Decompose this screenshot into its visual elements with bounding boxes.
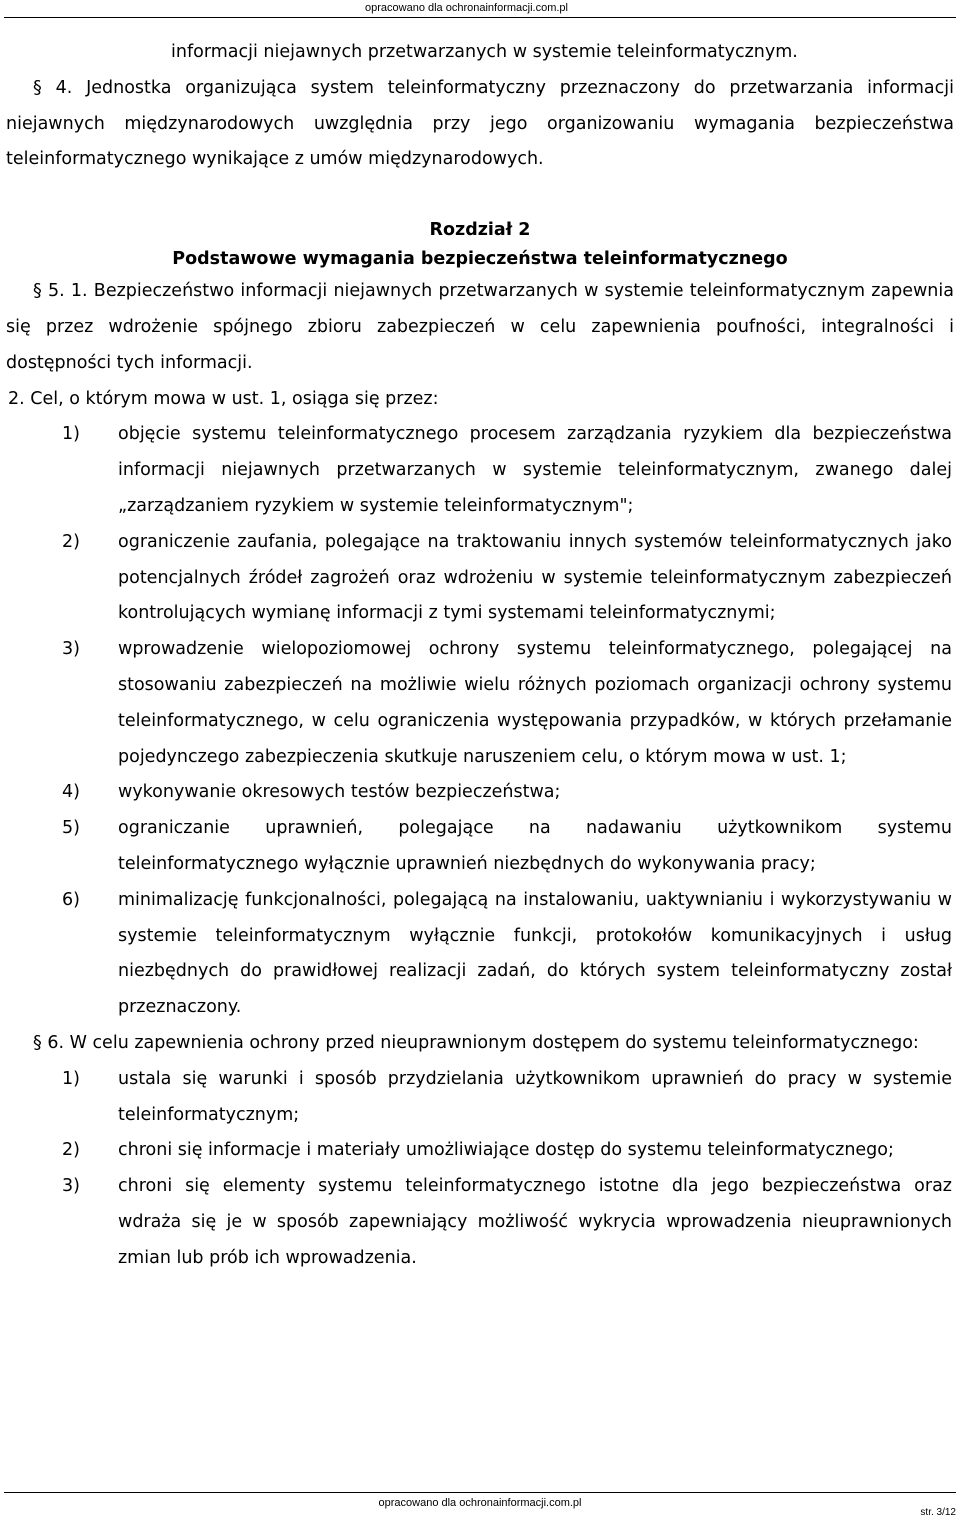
list-item-text: chroni się elementy systemu teleinformatycznego istotne dla jego bezpieczeństwa oraz wdraża się je w sposób zapewniający możliwość wykrycia wprowadzenia nieuprawnionych zmian lub prób ich wprowadzenia. (118, 1176, 952, 1268)
list-6 (6, 1062, 954, 1277)
list-item-number: 1) (62, 424, 80, 445)
paragraph-5-2: 2. Cel, o którym mowa w ust. 1, osiąga się przez: (8, 388, 439, 409)
list-item-number: 3) (62, 1176, 80, 1197)
list-item-number: 3) (62, 639, 80, 660)
list-item (6, 811, 954, 883)
list-item (6, 1169, 954, 1276)
list-item-text: ustala się warunki i sposób przydzielania użytkownikom uprawnień do pracy w systemie teleinformatycznym; (118, 1068, 952, 1125)
footer-rule (4, 1492, 956, 1493)
paragraph-continuation: informacji niejawnych przetwarzanych w systemie teleinformatycznym. (171, 42, 798, 62)
list-item (6, 525, 954, 632)
document-body (6, 35, 954, 1277)
list-item-number: 1) (62, 1068, 80, 1089)
list-item (6, 775, 954, 811)
list-item (6, 632, 954, 775)
list-item-number: 6) (62, 889, 80, 910)
header-site: opracowano dla ochronainformacji.com.pl (365, 2, 568, 14)
list-item-number: 2) (62, 1140, 80, 1161)
list-item (6, 883, 954, 1026)
list-5 (6, 417, 954, 1026)
header-rule (4, 17, 956, 18)
list-item-text: wprowadzenie wielopoziomowej ochrony systemu teleinformatycznego, polegającej na stosowaniu zabezpieczeń na możliwie wielu różnych poziomach organizacji ochrony systemu teleinformatycznego, w celu ograniczenia występowania przypadków, w których przełamanie pojedynczego zabezpieczenia skutkuje naruszeniem celu, o którym mowa w ust. 1; (118, 639, 952, 767)
chapter-heading (6, 216, 954, 274)
paragraph-4: § 4. Jednostka organizująca system teleinformatyczny przeznaczony do przetwarzania informacji niejawnych międzynarodowych uwzględnia przy jego organizowaniu wymagania bezpieczeństwa teleinformatycznego wynikające z umów międzynarodowych. (6, 77, 954, 170)
list-item (6, 1062, 954, 1134)
list-item-text: wykonywanie okresowych testów bezpieczeństwa; (118, 782, 561, 803)
list-item-number: 4) (62, 782, 80, 803)
list-item (6, 417, 954, 524)
list-item-text: chroni się informacje i materiały umożliwiające dostęp do systemu teleinformatycznego; (118, 1140, 894, 1161)
footer-site: opracowano dla ochronainformacji.com.pl (378, 1497, 582, 1509)
page-number: str. 3/12 (920, 1507, 956, 1518)
list-item-number: 2) (62, 531, 80, 552)
list-item-text: minimalizację funkcjonalności, polegającą na instalowaniu, uaktywnianiu i wykorzystywaniu w systemie teleinformatycznym wyłącznie funkcji, protokołów komunikacyjnych i usług niezbędnych do prawidłowej realizacji zadań, do których system teleinformatyczny został przeznaczony. (118, 889, 952, 1018)
paragraph-5-1: § 5. 1. Bezpieczeństwo informacji niejawnych przetwarzanych w systemie teleinformatycznym zapewnia się przez wdrożenie spójnego zbioru zabezpieczeń w celu zapewnienia poufności, integralności i dostępności tych informacji. (6, 281, 954, 373)
list-item-text: ograniczanie uprawnień, polegające na nadawaniu użytkownikom systemu teleinformatycznego wyłącznie uprawnień niezbędnych do wykonywania pracy; (118, 818, 952, 874)
list-item-number: 5) (62, 818, 80, 839)
chapter-subtitle: Podstawowe wymagania bezpieczeństwa teleinformatycznego (172, 249, 788, 270)
list-item-text: ograniczenie zaufania, polegające na traktowaniu innych systemów teleinformatycznych jako potencjalnych źródeł zagrożeń oraz wdrożeniu w systemie teleinformatycznym zabezpieczeń kontrolujących wymianę informacji z tymi systemami teleinformatycznymi; (118, 531, 952, 624)
chapter-title: Rozdział 2 (429, 220, 531, 241)
list-item (6, 1133, 954, 1169)
paragraph-6: § 6. W celu zapewnienia ochrony przed nieuprawnionym dostępem do systemu teleinformatycznego: (33, 1032, 919, 1053)
list-item-text: objęcie systemu teleinformatycznego procesem zarządzania ryzykiem dla bezpieczeństwa informacji niejawnych przetwarzanych w systemie teleinformatycznym, zwanego dalej „zarządzaniem ryzykiem w systemie teleinformatycznym"; (118, 424, 952, 516)
